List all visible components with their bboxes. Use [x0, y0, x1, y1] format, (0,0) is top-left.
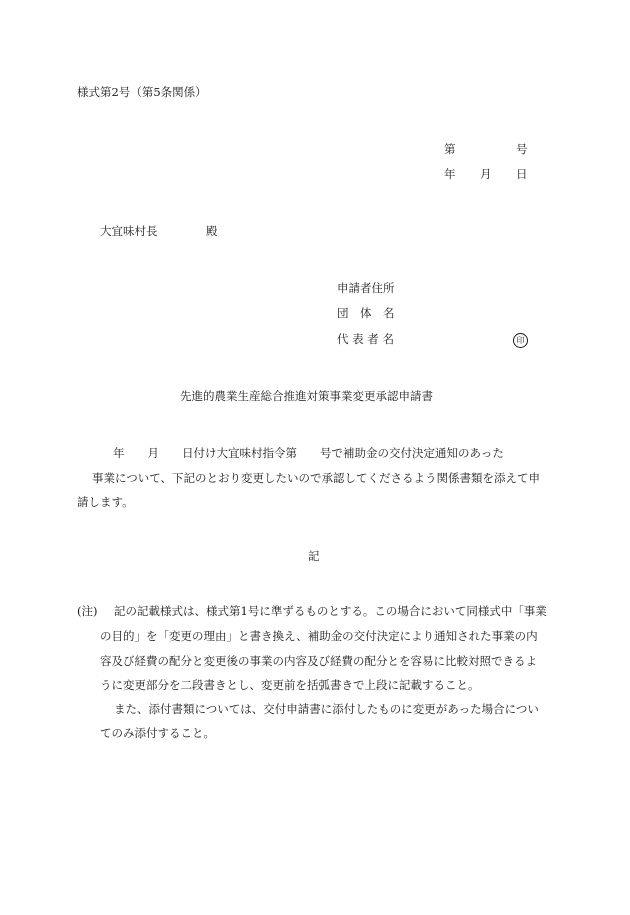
body-line-1: 年 月 日付け大宜味村指令第 号で補助金の交付決定通知のあった	[113, 446, 504, 460]
ref-dai: 第	[444, 142, 456, 156]
note-line: うに変更部分を二段書きとし、変更前を括弧書きで上段に記載すること。	[100, 678, 480, 692]
note-label: (注)	[77, 604, 98, 618]
date-month: 月	[480, 167, 492, 181]
applicant-rep-label: 代 表 者 名	[337, 332, 394, 346]
seal-mark	[513, 331, 528, 348]
ref-go: 号	[516, 142, 528, 156]
addressee-honorific: 殿	[206, 224, 218, 238]
note-line: 記の記載様式は、様式第1号に準ずるものとする。この場合において同様式中「事業	[114, 604, 547, 618]
seal-icon: 印	[513, 333, 528, 348]
date-day: 日	[516, 167, 528, 181]
note-line: てのみ添付すること。	[100, 726, 215, 740]
note-line: の目的」を「変更の理由」と書き換え、補助金の交付決定により通知された事業の内	[100, 629, 538, 643]
date-year: 年	[444, 167, 456, 181]
ki-heading: 記	[308, 549, 320, 563]
body-line-2: 事業について、下記のとおり変更したいので承認してくださるよう関係書類を添えて申	[92, 471, 541, 485]
document-title: 先進的農業生産総合推進対策事業変更承認申請書	[180, 389, 433, 403]
addressee-name: 大宜味村長	[100, 224, 158, 238]
applicant-address-label: 申請者住所	[337, 281, 395, 295]
body-line-3: 請します。	[77, 495, 134, 509]
form-number: 様式第2号（第5条関係）	[77, 85, 207, 99]
applicant-group-label: 団 体 名	[337, 306, 395, 320]
note-line: 容及び経費の配分と変更後の事業の内容及び経費の配分とを容易に比較対照できるよ	[100, 654, 537, 668]
note-line: また、添付書類については、交付申請書に添付したものに変更があった場合につい	[114, 702, 539, 716]
